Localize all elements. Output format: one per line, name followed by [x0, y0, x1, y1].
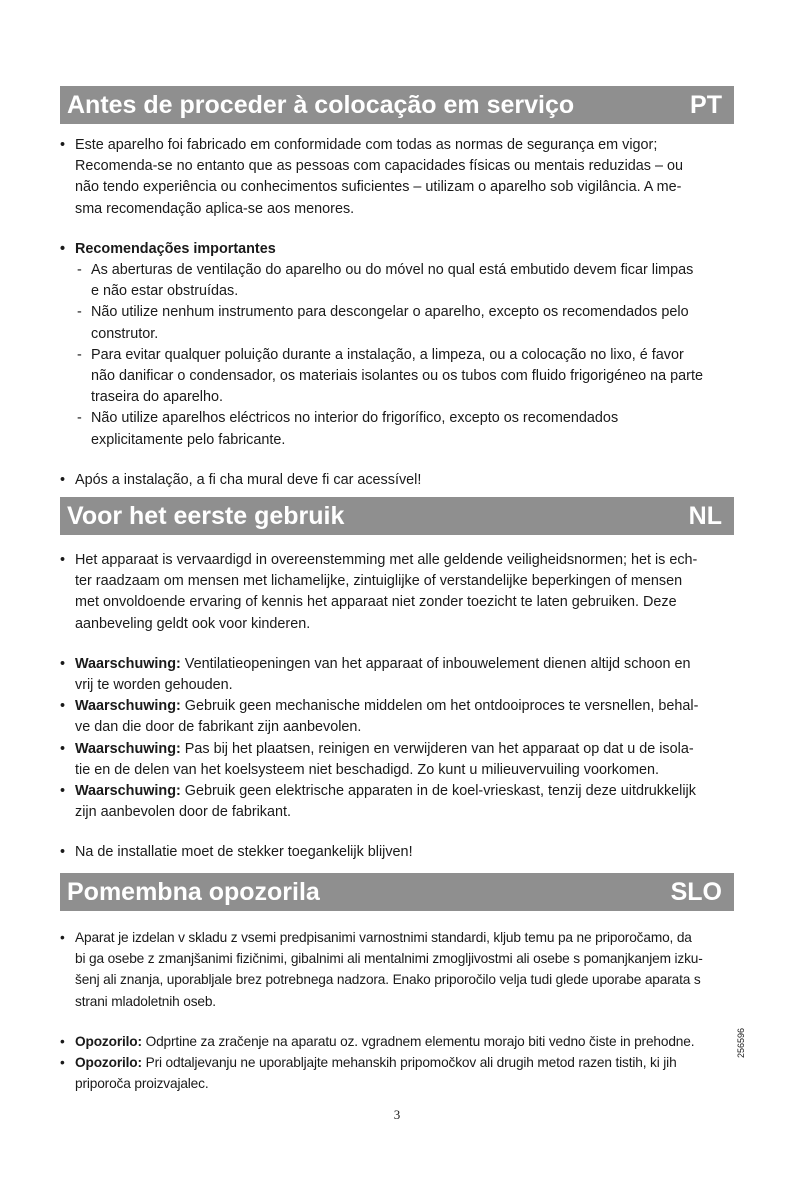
recommendation-item: - Para evitar qualquer poluição durante a instalação, a limpeza, ou a colocação no lixo, é favor não danificar o condensador, os materiais isolantes ou os tubos com fluido frigorigéneo na parte traseira do aparelho.	[60, 345, 736, 409]
language-code-slo: SLO	[670, 877, 722, 906]
final-note-pt: • Após a instalação, a fi cha mural deve fi car acessível!	[60, 470, 736, 491]
section-title-nl: Voor het eerste gebruik	[67, 501, 345, 530]
language-code-nl: NL	[688, 501, 722, 530]
section-body-pt	[60, 135, 736, 491]
recommendation-item: - As aberturas de ventilação do aparelho ou do móvel no qual está embutido devem ficar limpas e não estar obstruídas.	[60, 260, 736, 302]
section-body-nl	[60, 550, 736, 864]
section-title-slo: Pomembna opozorila	[67, 877, 320, 906]
page-number: 3	[393, 1107, 401, 1122]
language-code-pt: PT	[690, 90, 722, 119]
warning-item: • Waarschuwing: Ventilatieopeningen van het apparaat of inbouwelement dienen altijd schoon en vrij te worden gehouden.	[60, 654, 736, 696]
section-header-pt	[60, 86, 734, 124]
intro-paragraph-nl: • Het apparaat is vervaardigd in overeenstemming met alle geldende veiligheidsnormen; het is ech- ter raadzaam om mensen met lichamelijke, zintuiglijke of verstandelijke beperkingen of mensen met onvoldoende ervaring of kennis het apparaat niet zonder toezicht te laten gebruiken. Deze aanbeveling geldt ook voor kinderen.	[60, 550, 736, 635]
section-header-slo	[60, 873, 734, 911]
recommendations-heading-pt: • Recomendações importantes	[60, 239, 736, 260]
recommendation-item: - Não utilize aparelhos eléctricos no interior do frigorífico, excepto os recomendados explicitamente pelo fabricante.	[60, 408, 736, 450]
recommendation-item: - Não utilize nenhum instrumento para descongelar o aparelho, excepto os recomendados pelo construtor.	[60, 302, 736, 344]
intro-paragraph-slo: • Aparat je izdelan v skladu z vsemi predpisanimi varnostnimi standardi, kljub temu pa ne priporočamo, da bi ga osebe z zmanjšanimi fizičnimi, gibalnimi ali mentalnimi zmogljivostmi ali osebe s pomanjkanjem izku- šenj ali znanja, uporabljale brez potrebnega nadzora. Enako priporočilo velja tudi glede uporabe aparata s strani mladoletnih oseb.	[60, 927, 736, 1012]
warning-item: • Waarschuwing: Pas bij het plaatsen, reinigen en verwijderen van het apparaat op dat u de isola- tie en de delen van het koelsysteem niet beschadigd. Zo kunt u milieuvervuiling voorkomen.	[60, 739, 736, 781]
final-note-nl: • Na de installatie moet de stekker toegankelijk blijven!	[60, 842, 736, 863]
warning-item: • Opozorilo: Pri odtaljevanju ne uporabljajte mehanskih pripomočkov ali drugih metod razen tistih, ki jih priporoča proizvajalec.	[60, 1052, 736, 1094]
warning-item: • Opozorilo: Odprtine za zračenje na aparatu oz. vgradnem elementu morajo biti vedno čiste in prehodne.	[60, 1031, 736, 1052]
intro-paragraph-pt: • Este aparelho foi fabricado em conformidade com todas as normas de segurança em vigor; Recomenda-se no entanto que as pessoas com capacidades físicas ou mentais reduzidas – ou não tendo experiência ou conhecimentos suficientes – utilizam o aparelho sob vigilância. A me- sma recomendação aplica-se aos menores.	[60, 135, 736, 220]
document-code: 256596	[736, 1027, 746, 1058]
warning-item: • Waarschuwing: Gebruik geen elektrische apparaten in de koel-vrieskast, tenzij deze uitdrukkelijk zijn aanbevolen door de fabrikant.	[60, 781, 736, 823]
section-title-pt: Antes de proceder à colocação em serviço	[67, 90, 575, 119]
section-body-slo	[60, 927, 736, 1094]
warning-item: • Waarschuwing: Gebruik geen mechanische middelen om het ontdooiproces te versnellen, behal- ve dan die door de fabrikant zijn aanbevolen.	[60, 696, 736, 738]
section-header-nl	[60, 497, 734, 535]
